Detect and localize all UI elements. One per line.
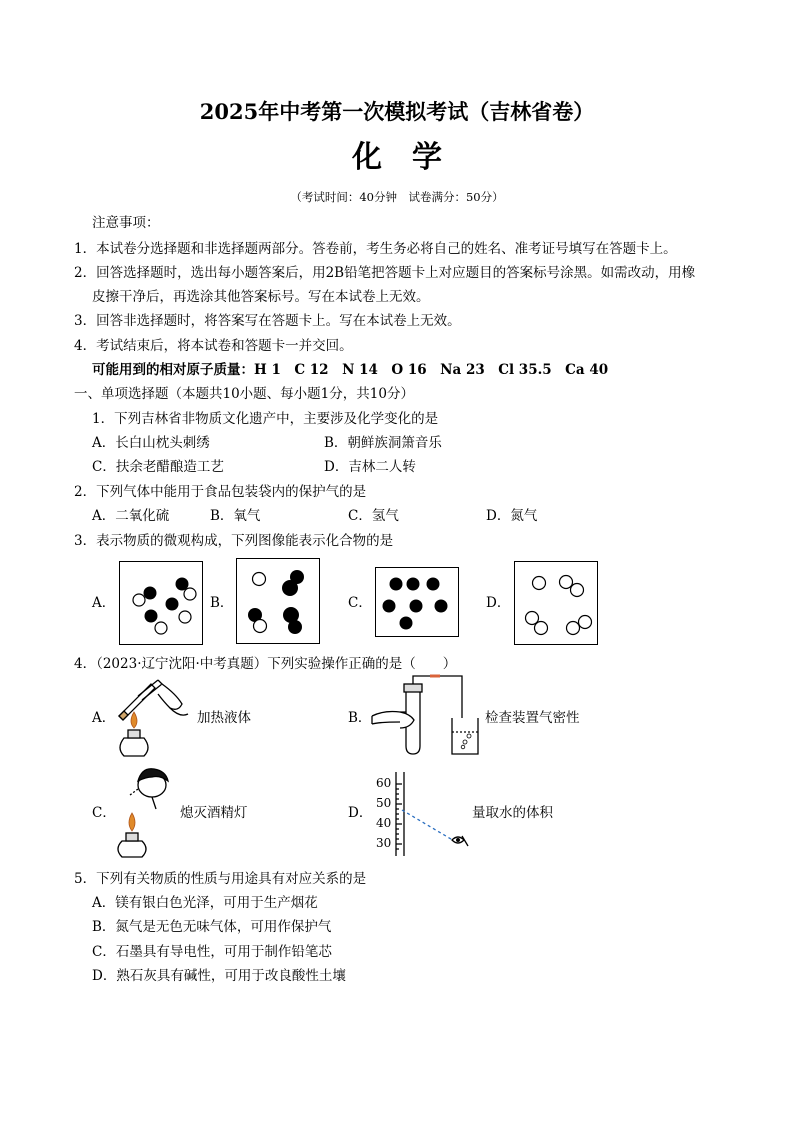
q4-label-c: C． (92, 805, 116, 821)
q4-caption-a: 加热液体 (197, 710, 251, 726)
q2-option-d: D．氮气 (486, 508, 538, 524)
particle-diagram-b (237, 559, 319, 643)
q1-option-c: C．扶余老醋酿造工艺 (92, 459, 224, 475)
cylinder-tick-40: 40 (376, 816, 392, 830)
q4-label-a: A． (92, 710, 116, 726)
q4-caption-d: 量取水的体积 (472, 805, 553, 821)
q4-caption-c: 熄灭酒精灯 (180, 805, 248, 821)
cylinder-tick-50: 50 (376, 796, 392, 810)
note-item-4: 4．考试结束后，将本试卷和答题卡一并交回。 (74, 338, 353, 354)
q3-diagram-b (236, 558, 320, 644)
q1-option-b: B．朝鲜族洞箫音乐 (324, 435, 442, 451)
section-heading: 一、单项选择题（本题共10小题、每小题1分，共10分） (74, 386, 414, 402)
subject-title: 化 学 (352, 140, 442, 175)
q2-option-a: A．二氧化硫 (92, 508, 170, 524)
q3-diagram-d (514, 561, 598, 645)
q3-diagram-c (375, 567, 459, 637)
note-item-2-cont: 皮擦干净后，再选涂其他答案标号。写在本试卷上无效。 (92, 289, 430, 305)
q3-label-d: D． (486, 595, 511, 611)
q3-label-b: B． (210, 595, 234, 611)
q3-label-c: C． (348, 595, 372, 611)
atomic-masses: 可能用到的相对原子质量：H 1 C 12 N 14 O 16 Na 23 Cl 35.5 Ca 40 (92, 362, 609, 378)
q4-stem: 4．（2023·辽宁沈阳·中考真题）下列实验操作正确的是（ ） (74, 656, 457, 672)
q1-option-d: D．吉林二人转 (324, 459, 416, 475)
q5-option-b: B．氮气是无色无味气体，可用作保护气 (92, 919, 332, 935)
notes-heading: 注意事项： (92, 215, 160, 231)
q3-stem: 3．表示物质的微观构成，下列图像能表示化合物的是 (74, 533, 394, 549)
exam-info: （考试时间：40分钟 试卷满分：50分） (290, 190, 504, 204)
note-item-3: 3．回答非选择题时，将答案写在答题卡上。写在本试卷上无效。 (74, 313, 461, 329)
cylinder-tick-30: 30 (376, 836, 392, 850)
note-item-1: 1．本试卷分选择题和非选择题两部分。答卷前，考生务必将自己的姓名、准考证号填写在答题卡上。 (74, 241, 677, 257)
blowing-out-lamp-illustration (108, 763, 178, 863)
q5-option-c: C．石墨具有导电性，可用于制作铅笔芯 (92, 944, 332, 960)
heating-liquid-illustration (114, 678, 194, 758)
q3-label-a: A． (92, 595, 116, 611)
q4-caption-b: 检查装置气密性 (485, 710, 580, 726)
q4-label-b: B． (348, 710, 372, 726)
cylinder-tick-60: 60 (376, 776, 392, 790)
q1-stem: 1．下列吉林省非物质文化遗产中，主要涉及化学变化的是 (92, 411, 439, 427)
q5-option-d: D．熟石灰具有碱性，可用于改良酸性土壤 (92, 968, 346, 984)
page-title: 2025年中考第一次模拟考试（吉林省卷） (199, 99, 595, 124)
note-item-2: 2．回答选择题时，选出每小题答案后，用2B铅笔把答题卡上对应题目的答案标号涂黑。如需改动，用橡 (74, 265, 696, 281)
particle-diagram-d (515, 562, 597, 644)
airtightness-check-illustration (370, 676, 482, 758)
q2-stem: 2．下列气体中能用于食品包装袋内的保护气的是 (74, 484, 367, 500)
particle-diagram-c (376, 568, 458, 636)
q1-option-a: A．长白山枕头刺绣 (92, 435, 210, 451)
particle-diagram-a (120, 562, 202, 644)
q2-option-c: C．氢气 (348, 508, 399, 524)
q2-option-b: B．氧气 (210, 508, 261, 524)
q5-option-a: A．镁有银白色光泽，可用于生产烟花 (92, 895, 318, 911)
q5-stem: 5．下列有关物质的性质与用途具有对应关系的是 (74, 871, 367, 887)
q4-label-d: D． (348, 805, 373, 821)
q3-diagram-a (119, 561, 203, 645)
